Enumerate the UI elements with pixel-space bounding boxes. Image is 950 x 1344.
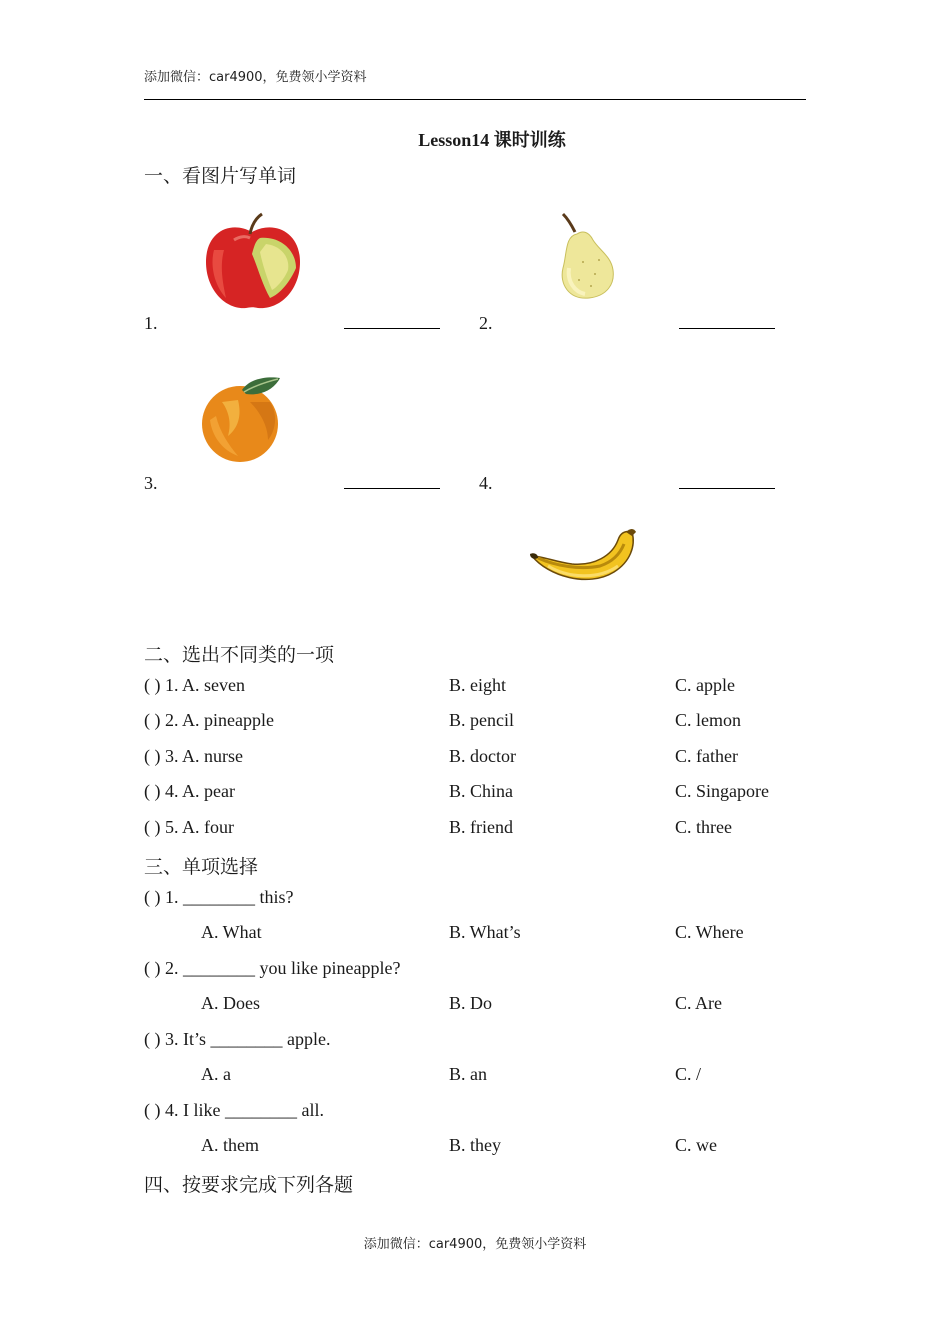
option-b: B. Do xyxy=(449,993,493,1013)
section1-item-num: 4. xyxy=(479,473,493,493)
answer-blank[interactable] xyxy=(344,314,440,329)
question-stem: ( ) 5. A. four xyxy=(144,817,234,837)
answer-blank[interactable] xyxy=(344,474,440,489)
section4-heading: 四、按要求完成下列各题 xyxy=(144,1174,354,1196)
question-stem: ( ) 2. ________ you like pineapple? xyxy=(144,958,401,978)
section2-heading: 二、选出不同类的一项 xyxy=(144,644,335,666)
option-a: A. a xyxy=(201,1064,231,1084)
answer-blank[interactable] xyxy=(679,474,775,489)
option-a: A. them xyxy=(201,1135,259,1155)
header-note: 添加微信：car4900，免费领小学资料 xyxy=(144,70,367,85)
option-c: C. Where xyxy=(675,922,744,942)
section3-heading: 三、单项选择 xyxy=(144,856,259,878)
option-c: C. Are xyxy=(675,993,722,1013)
question-stem: ( ) 3. A. nurse xyxy=(144,746,243,766)
option-c: C. / xyxy=(675,1064,702,1084)
option-b: B. pencil xyxy=(449,710,514,730)
option-c: C. lemon xyxy=(675,710,741,730)
section1-heading: 一、看图片写单词 xyxy=(144,165,297,187)
option-b: B. friend xyxy=(449,817,513,837)
question-stem: ( ) 4. A. pear xyxy=(144,781,235,801)
option-b: B. they xyxy=(449,1135,501,1155)
orange-icon xyxy=(198,376,284,464)
option-c: C. three xyxy=(675,817,732,837)
question-stem: ( ) 4. I like ________ all. xyxy=(144,1100,324,1120)
option-a: A. What xyxy=(201,922,262,942)
section1-item-num: 2. xyxy=(479,313,493,333)
option-b: B. China xyxy=(449,781,514,801)
option-b: B. What’s xyxy=(449,922,521,942)
option-b: B. eight xyxy=(449,675,506,695)
answer-blank[interactable] xyxy=(679,314,775,329)
question-stem: ( ) 1. A. seven xyxy=(144,675,245,695)
apple-icon xyxy=(200,210,304,314)
pear-icon xyxy=(555,212,621,304)
question-stem: ( ) 3. It’s ________ apple. xyxy=(144,1029,331,1049)
header-divider xyxy=(144,99,806,100)
option-c: C. apple xyxy=(675,675,735,695)
option-b: B. an xyxy=(449,1064,487,1084)
question-stem: ( ) 2. A. pineapple xyxy=(144,710,274,730)
option-b: B. doctor xyxy=(449,746,516,766)
question-stem: ( ) 1. ________ this? xyxy=(144,887,294,907)
option-c: C. father xyxy=(675,746,738,766)
option-c: C. we xyxy=(675,1135,717,1155)
section1-item-num: 3. xyxy=(144,473,158,493)
option-c: C. Singapore xyxy=(675,781,769,801)
section1-item-num: 1. xyxy=(144,313,158,333)
footer-note: 添加微信：car4900，免费领小学资料 xyxy=(363,1237,587,1252)
banana-icon xyxy=(528,526,640,592)
page-title: Lesson14 课时训练 xyxy=(418,130,566,150)
option-a: A. Does xyxy=(201,993,260,1013)
